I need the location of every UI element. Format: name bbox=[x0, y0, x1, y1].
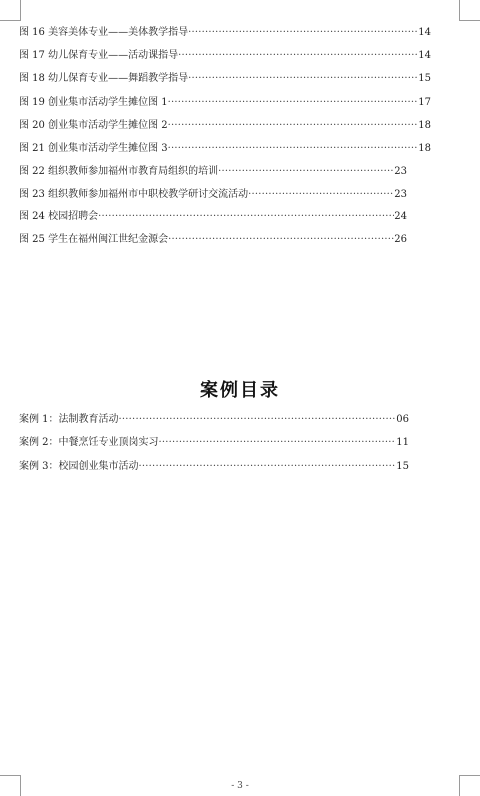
leader-dots bbox=[159, 436, 397, 450]
toc-entry-label: 图 23 组织教师参加福州市中职校教学研讨交流活动 bbox=[19, 189, 249, 200]
toc-entry-label: 案例 3：校园创业集市活动 bbox=[19, 461, 139, 472]
toc-entry-page: 18 bbox=[418, 120, 431, 131]
toc-entry-page: 26 bbox=[394, 234, 407, 245]
crop-mark-top-left bbox=[0, 0, 21, 21]
toc-entry-label: 图 19 创业集市活动学生摊位图 1 bbox=[19, 97, 168, 108]
toc-entry-label: 图 25 学生在福州闽江世纪金源会 bbox=[19, 234, 169, 245]
leader-dots bbox=[119, 413, 397, 427]
toc-entry-label: 图 21 创业集市活动学生摊位图 3 bbox=[19, 143, 168, 154]
toc-entry-label: 图 24 校园招聘会 bbox=[19, 211, 99, 222]
toc-entry-page: 15 bbox=[418, 73, 431, 84]
toc-entry-label: 图 22 组织教师参加福州市教育局组织的培训 bbox=[19, 166, 219, 177]
toc-entry[interactable] bbox=[19, 413, 409, 427]
toc-entry-page: 14 bbox=[418, 27, 431, 38]
toc-entry-page: 24 bbox=[394, 211, 407, 222]
toc-entry-label: 图 20 创业集市活动学生摊位图 2 bbox=[19, 120, 168, 131]
toc-entry-label: 案例 2：中餐烹饪专业顶岗实习 bbox=[19, 437, 159, 448]
toc-entry-label: 案例 1：法制教育活动 bbox=[19, 414, 119, 425]
crop-mark-top-right bbox=[459, 0, 480, 21]
toc-entry-page: 14 bbox=[418, 50, 431, 61]
toc-entry-page: 17 bbox=[418, 97, 431, 108]
case-list bbox=[19, 0, 409, 480]
toc-entry-page: 11 bbox=[396, 437, 409, 448]
toc-entry-page: 18 bbox=[418, 143, 431, 154]
case-section-title: 案例目录 bbox=[200, 380, 280, 401]
toc-entry-label: 图 17 幼儿保育专业——活动课指导 bbox=[19, 50, 179, 61]
toc-entry-label: 图 16 美容美体专业——美体教学指导 bbox=[19, 27, 189, 38]
page-number: - 3 - bbox=[231, 781, 249, 791]
leader-dots bbox=[139, 460, 397, 474]
toc-entry-page: 23 bbox=[394, 166, 407, 177]
toc-entry[interactable] bbox=[19, 460, 409, 474]
toc-entry-label: 图 18 幼儿保育专业——舞蹈教学指导 bbox=[19, 73, 189, 84]
toc-entry-page: 15 bbox=[396, 461, 409, 472]
toc-entry-page: 06 bbox=[396, 414, 409, 425]
toc-entry[interactable] bbox=[19, 436, 409, 450]
toc-entry-page: 23 bbox=[394, 189, 407, 200]
